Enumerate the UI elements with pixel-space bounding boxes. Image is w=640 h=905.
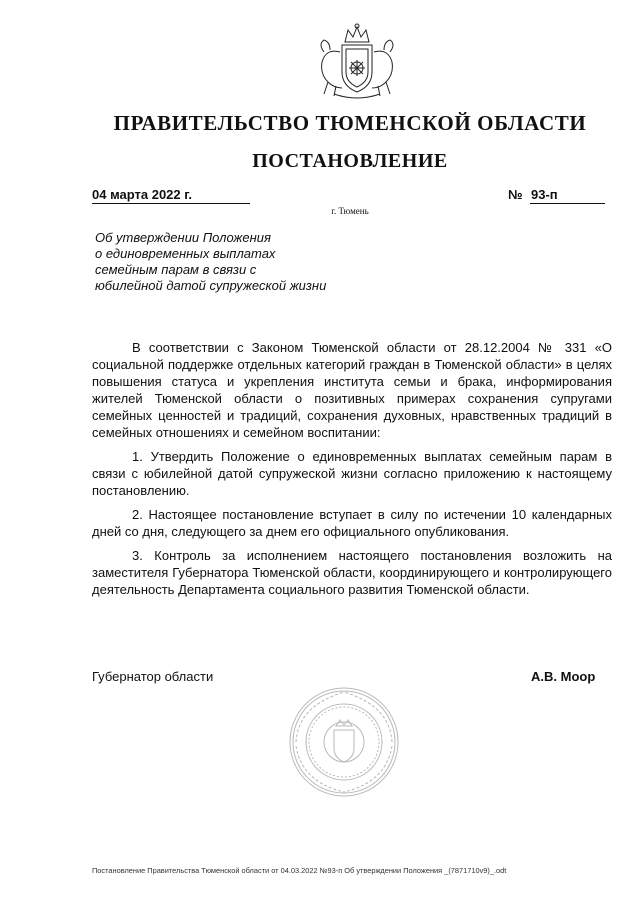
body-paragraph-1: 1. Утвердить Положение о единовременных выплатах семейным парам в связи с юбилейной датой супружеской жизни согласно приложению к настоящему постановлению. <box>92 449 612 498</box>
document-number: 93-п <box>530 186 605 204</box>
document-date: 04 марта 2022 г. <box>92 186 250 204</box>
body-paragraph-3: 3. Контроль за исполнением настоящего постановления возложить на заместителя Губернатора Тюменской области, координирующего и контролирующего деятельность Департамента социального развития Тюменской области. <box>92 548 612 597</box>
document-body <box>92 339 612 605</box>
signer-position: Губернатор области <box>92 669 214 684</box>
body-paragraph-2: 2. Настоящее постановление вступает в силу по истечении 10 календарных дней со дня, следующего за днем его официального опубликования. <box>92 507 612 539</box>
official-seal-icon <box>288 686 400 798</box>
document-footer: Постановление Правительства Тюменской области от 04.03.2022 №93-п Об утверждении Положения _(7871710v9)_.odt <box>92 866 507 875</box>
document-subject <box>95 230 395 294</box>
document-type-heading: ПОСТАНОВЛЕНИЕ <box>252 150 448 172</box>
document-number-label: № <box>508 187 523 202</box>
subject-line: юбилейной датой супружеской жизни <box>95 278 327 293</box>
subject-line: Об утверждении Положения <box>95 230 271 245</box>
document-city: г. Тюмень <box>331 206 369 216</box>
body-paragraph-preamble: В соответствии с Законом Тюменской области от 28.12.2004 № 331 «О социальной поддержке отдельных категорий граждан в Тюменской области» в целях повышения статуса и укрепления института семьи и брака, информирования жителей Тюменской области о позитивных примерах сохранения супругами семейных ценностей и традиций, сохранения духовных, нравственных традиций в семейных отношениях и семейном воспитании: <box>92 340 612 440</box>
subject-line: семейным парам в связи с <box>95 262 257 277</box>
government-title: ПРАВИТЕЛЬСТВО ТЮМЕНСКОЙ ОБЛАСТИ <box>113 111 587 135</box>
coat-of-arms-icon <box>312 22 402 100</box>
signer-name: А.В. Моор <box>531 669 596 684</box>
subject-line: о единовременных выплатах <box>95 246 276 261</box>
